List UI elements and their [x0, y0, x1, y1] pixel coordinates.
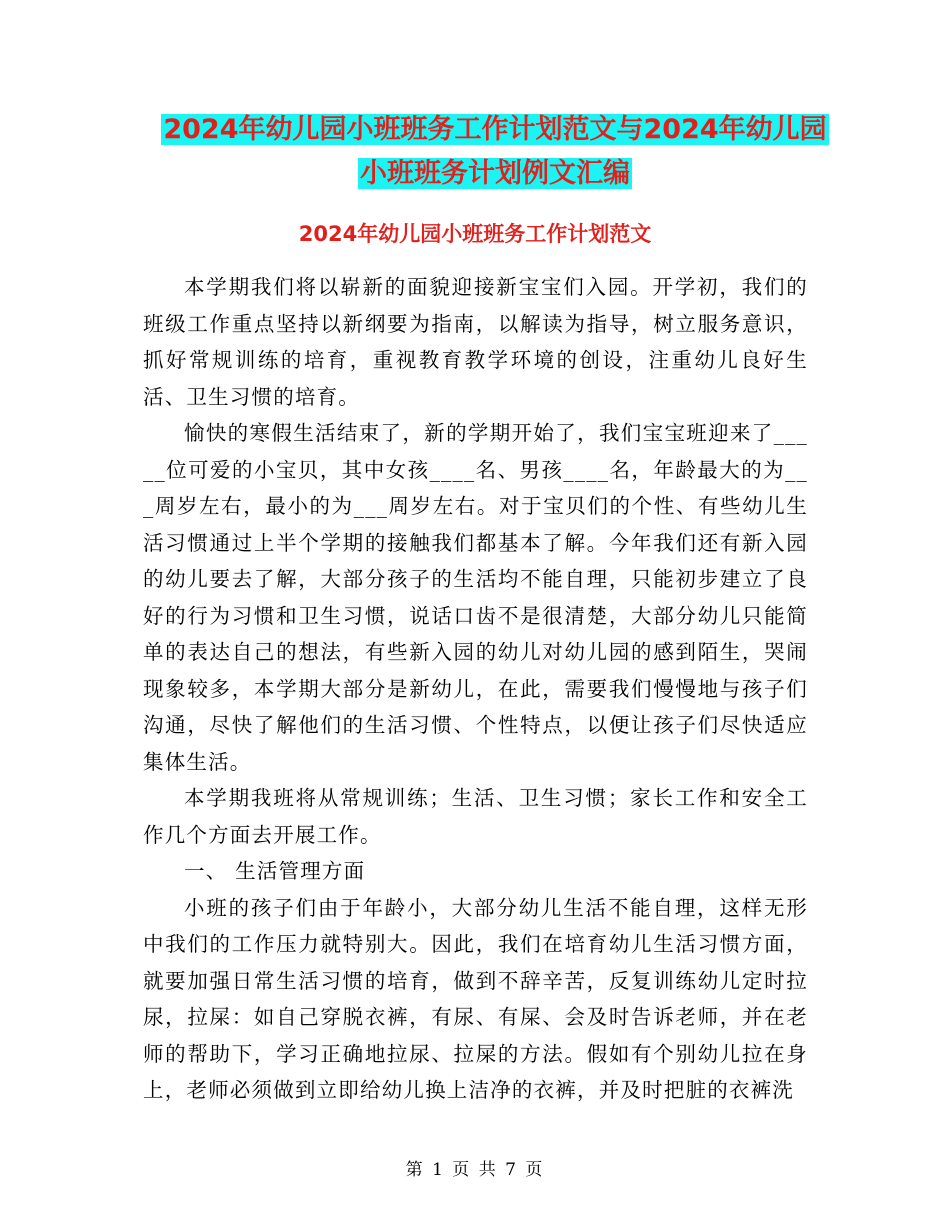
paragraph: 本学期我班将从常规训练；生活、卫生习惯；家长工作和安全工作几个方面去开展工作。	[143, 786, 808, 847]
document-body	[143, 269, 808, 1109]
paragraph: 愉快的寒假生活结束了，新的学期开始了，我们宝宝班迎来了_____位可爱的小宝贝，其中女孩____名、男孩____名，年龄最大的为___周岁左右，最小的为___周岁左右。对于宝贝们的个性、有些幼儿生活习惯通过上半个学期的接触我们都基本了解。今年我们还有新入园的幼儿要去了解，大部分孩子的生活均不能自理，只能初步建立了良好的行为习惯和卫生习惯，说话口齿不是很清楚，大部分幼儿只能简单的表达自己的想法，有些新入园的幼儿对幼儿园的感到陌生，哭闹现象较多，本学期大部分是新幼儿，在此，需要我们慢慢地与孩子们沟通，尽快了解他们的生活习惯、个性特点，以便让孩子们尽快适应集体生活。	[143, 421, 808, 774]
page-footer: 第 1 页 共 7 页	[405, 1160, 545, 1180]
title-line-2: 小班班务计划例文汇编	[360, 158, 630, 189]
title-line-1: 2024年幼儿园小班班务工作计划范文与2024年幼儿园	[163, 114, 827, 145]
document-title	[140, 108, 850, 196]
section-title: 2024年幼儿园小班班务工作计划范文	[298, 222, 652, 246]
paragraph: 本学期我们将以崭新的面貌迎接新宝宝们入园。开学初，我们的班级工作重点坚持以新纲要为指南，以解读为指导，树立服务意识，抓好常规训练的培育，重视教育教学环境的创设，注重幼儿良好生活、卫生习惯的培育。	[143, 275, 808, 409]
paragraph: 小班的孩子们由于年龄小，大部分幼儿生活不能自理，这样无形中我们的工作压力就特别大。因此，我们在培育幼儿生活习惯方面，就要加强日常生活习惯的培育，做到不辞辛苦，反复训练幼儿定时拉尿，拉屎：如自己穿脱衣裤，有尿、有屎、会及时告诉老师，并在老师的帮助下，学习正确地拉尿、拉屎的方法。假如有个别幼儿拉在身上，老师必须做到立即给幼儿换上洁净的衣裤，并及时把脏的衣裤洗	[143, 895, 808, 1102]
subheading: 一、 生活管理方面	[184, 859, 366, 883]
